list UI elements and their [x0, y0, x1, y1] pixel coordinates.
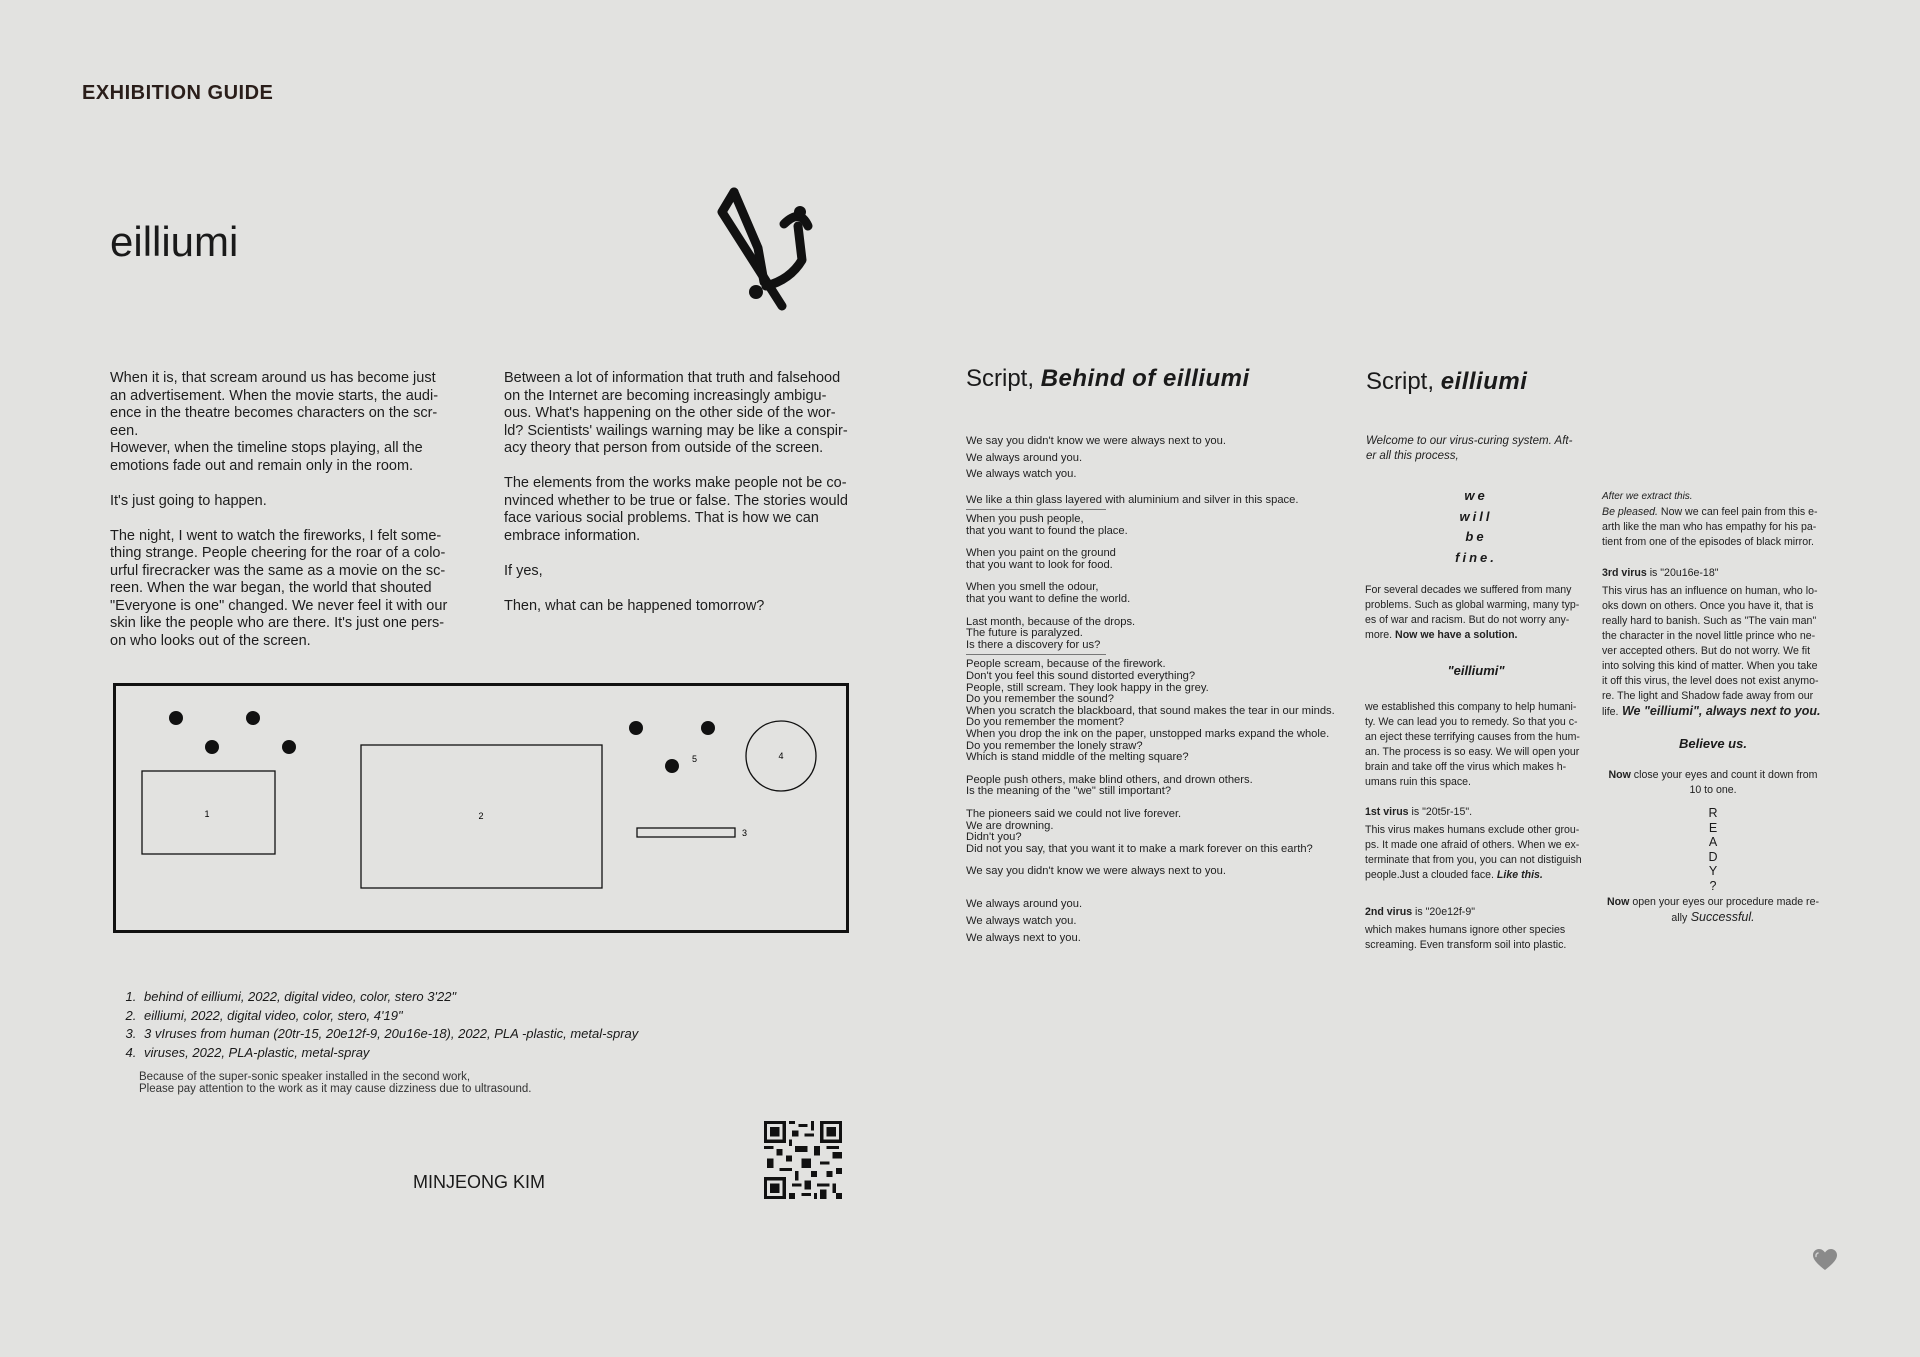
ready-vertical: [1703, 806, 1723, 893]
script-line: We always next to you.: [966, 931, 1081, 944]
virus-2-text: which makes humans ignore other species screaming. Even transform soil into plastic.: [1365, 924, 1567, 951]
script-line: We are drowning.: [966, 819, 1054, 832]
script-line: When you drop the ink on the paper, unstopped marks expand the whole.: [966, 728, 1330, 740]
established-text: we established this company to help humani- ty. We can lead you to remedy. So that you c- an eject these terrifying causes from the hum- an. The process is so easy. We will open your brain and take off the virus which makes h- umans ruin this space.: [1365, 701, 1580, 788]
divider: [966, 509, 1106, 510]
script-line: People scream, because of the firework.: [966, 658, 1166, 671]
intro-column-1: When it is, that scream around us has become just an advertisement. When the movie starts, the audi- ence in the theatre becomes characters on the scr- een. However, when the timeline stops playing, all the emotions fade out and remain only in the room. It's just going to happen. The night, I went to watch the fireworks, I felt some- thing strange. People cheering for the roar of a colo- urful firecracker was the same as a movie on the sc- reen. When the war began, the world that shouted "Everyone is one" changed. We never feel it with our skin like the people who are there. It's just one pers- on who looks out of the screen.: [110, 370, 448, 649]
speaker-dot: [169, 711, 183, 725]
work-3-plinth: [637, 828, 735, 837]
welcome-text: Welcome to our virus-curing system. Aft- er all this process,: [1366, 435, 1573, 462]
virus-dot: [665, 759, 679, 773]
script-behind-title: Script, Behind of eilliumi: [966, 365, 1250, 392]
intro-column-2: Between a lot of information that truth and falsehood on the Internet are becoming increasingly ambigu- ous. What's happening on the other side of the wor- ld? Scientists' wailings warning may be like a conspir- acy theory that person from outside of the screen. The elements from the works make people not be co- nvinced whether to be true or false. The stories would face various social problems. That is how we can embrace information. If yes, Then, what can be happened tomorrow?: [504, 370, 848, 614]
pleased-text: Be pleased. Now we can feel pain from this e- arth like the man who has empathy for his pa- tient from one of the episodes of black mirror.: [1602, 506, 1818, 548]
script-line: We like a thin glass layered with aluminium and silver in this space.: [966, 493, 1299, 506]
work-1-label: 1: [204, 809, 210, 819]
artist-name: MINJEONG KIM: [413, 1172, 546, 1192]
after-extract: After we extract this.: [1602, 491, 1693, 502]
script-line: When you paint on the ground: [966, 547, 1116, 560]
script-line: Didn't you?: [966, 831, 1022, 844]
virus-3-heading: 3rd virus is "20u16e-18": [1602, 567, 1719, 579]
floor-plan-border: [115, 685, 848, 932]
script-line: We say you didn't know we were always next to you.: [966, 865, 1226, 878]
virus-1-text: This virus makes humans exclude other grou- ps. It made one afraid of others. When we ex- terminate that from you, you can not distiguish people.Just a clouded face. Like this.: [1365, 824, 1582, 881]
script-behind-body: [966, 433, 1335, 947]
exhibition-title: eilliumi: [110, 218, 239, 265]
script-line: We always around you.: [966, 451, 1083, 464]
script-line: The future is paralyzed.: [966, 627, 1083, 640]
script-line: Don't you feel this sound distorted everything?: [966, 670, 1196, 683]
script-line: We always around you.: [966, 897, 1083, 910]
speaker-dot: [246, 711, 260, 725]
ready-letter: E: [1708, 820, 1718, 835]
script-line: Is the meaning of the "we" still important?: [966, 785, 1172, 798]
fine-word: be: [1465, 529, 1487, 544]
exhibition-guide-heading: EXHIBITION GUIDE: [82, 82, 274, 104]
decades-text: For several decades we suffered from many problems. Such as global warming, many typ- es of war and racism. But do not worry any- more. Now we have a solution.: [1365, 584, 1580, 641]
fine-word: fine.: [1455, 549, 1497, 565]
script-line: The pioneers said we could not live forever.: [966, 807, 1182, 820]
work-item: 3. 3 vIruses from human (20tr-15, 20e12f-9, 20u16e-18), 2022, PLA -plastic, metal-spray: [140, 1025, 830, 1044]
ready-letter: D: [1708, 849, 1718, 864]
ready-letter: Y: [1708, 864, 1718, 878]
script-line: Last month, because of the drops.: [966, 615, 1136, 628]
work-5-label: 5: [692, 754, 698, 764]
work-item: 2. eilliumi, 2022, digital video, color, stero, 4'19": [140, 1007, 830, 1026]
speaker-dot: [205, 740, 219, 754]
heart-icon[interactable]: [1812, 1248, 1838, 1272]
script-line: When you push people,: [966, 513, 1084, 526]
virus-dot: [629, 721, 643, 735]
script-line: People push others, make blind others, and drown others.: [966, 773, 1253, 786]
work-item: 1. behind of eilliumi, 2022, digital video, color, stero 3'22": [140, 988, 830, 1007]
virus-1-heading: 1st virus is "20t5r-15".: [1365, 806, 1473, 818]
script-line: People, still scream. They look happy in the grey.: [966, 681, 1209, 694]
virus-dot: [701, 721, 715, 735]
script-line: Did not you say, that you want it to make a mark forever on this earth?: [966, 842, 1313, 855]
virus-3-text: This virus has an influence on human, who lo- oks down on others. Once you have it, that is really hard to banish. Such as "The vain man" the character in the novel little prince who ne- ver accepted others. But do not worry. We fit into solving this kind of matter. When you take it off this virus, the level does not exist anymo- re. The light and Shadow fade away from our life. We "eilliumi", always next to you.: [1602, 585, 1821, 718]
script-line: that you want to look for food.: [966, 558, 1113, 571]
work-item: 4. viruses, 2022, PLA-plastic, metal-spray: [140, 1044, 830, 1063]
script-line: We say you didn't know we were always next to you.: [966, 435, 1226, 447]
script-eilliumi-title: Script, eilliumi: [1366, 368, 1528, 395]
script-line: Which is stand middle of the melting square?: [966, 751, 1189, 764]
eilliumi-quote: "eilliumi": [1447, 663, 1505, 678]
we-will-be-fine: [1406, 486, 1546, 568]
script-line: that you want to found the place.: [966, 524, 1128, 537]
work-2-label: 2: [478, 811, 484, 821]
script-line: When you smell the odour,: [966, 581, 1099, 594]
fine-word: will: [1459, 508, 1493, 524]
ready-letter: ?: [1709, 878, 1717, 893]
floor-plan: [113, 683, 849, 933]
close-eyes-text: Now close your eyes and count it down from 10 to one.: [1608, 769, 1818, 796]
script-line: We always watch you.: [966, 468, 1077, 480]
works-list: [110, 988, 830, 1062]
ultrasound-note: Because of the super-sonic speaker installed in the second work, Please pay attention to the work as it may cause dizziness due to ultrasound.: [139, 1071, 532, 1095]
script-line: Is there a discovery for us?: [966, 638, 1101, 651]
open-eyes-text: Now open your eyes our procedure made re- ally Successful.: [1607, 896, 1819, 924]
script-line: that you want to define the world.: [966, 593, 1131, 606]
virus-2-heading: 2nd virus is "20e12f-9": [1365, 906, 1475, 918]
divider: [966, 654, 1106, 655]
work-4-label: 4: [778, 751, 784, 761]
ready-letter: A: [1708, 835, 1718, 849]
script-line: Do you remember the moment?: [966, 716, 1124, 729]
ready-letter: R: [1708, 806, 1718, 820]
fine-word: we: [1464, 488, 1488, 503]
script-line: When you scratch the blackboard, that sound makes the tear in our minds.: [966, 704, 1335, 717]
script-line: Do you remember the sound?: [966, 693, 1115, 706]
work-3-label: 3: [742, 828, 748, 838]
script-line: We always watch you.: [966, 914, 1077, 927]
eilliumi-logo: [712, 186, 822, 316]
speaker-dot: [282, 740, 296, 754]
script-line: Do you remember the lonely straw?: [966, 739, 1143, 752]
believe-us: Believe us.: [1679, 736, 1747, 751]
qr-code[interactable]: [764, 1121, 842, 1199]
